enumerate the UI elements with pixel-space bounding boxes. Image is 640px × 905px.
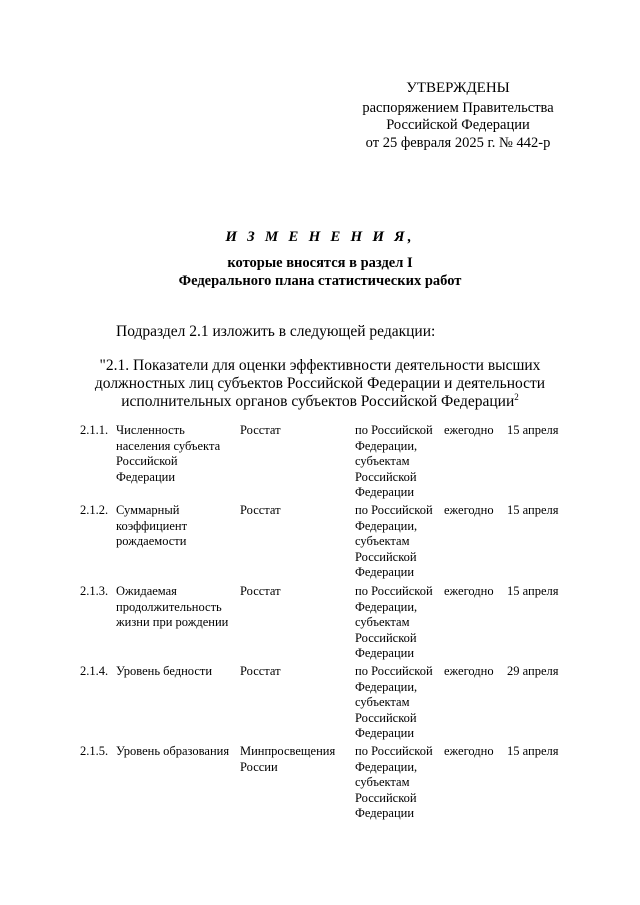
responsible-agency-line: Росстат [240,584,281,598]
frequency: ежегодно [444,584,494,598]
data-level-line: Федерации [355,726,415,740]
indicator-name-line: населения субъекта [116,438,221,453]
data-level-line: Федерации, [355,518,418,533]
data-level-line: Федерации [355,565,415,579]
responsible-agency-line: России [240,759,278,774]
section-title-line-2: должностных лиц субъектов Российской Федерации и деятельности [94,375,546,392]
indicator-name-line: продолжительность [116,599,222,614]
data-level [355,664,439,742]
section-title-line-3 [90,393,550,411]
row-number: 2.1.3. [80,584,109,598]
data-level-line: по Российской [355,664,433,678]
data-level-line: Федерации, [355,759,418,774]
row-number: 2.1.4. [80,664,109,678]
indicator-name-line: Ожидаемая [116,584,177,598]
data-level-line: Федерации, [355,599,418,614]
data-level-line: Федерации [355,806,415,820]
intro-paragraph: Подраздел 2.1 изложить в следующей редакции: [116,323,436,340]
indicator-name-line: Численность [116,423,185,437]
data-level [355,423,439,501]
frequency: ежегодно [444,503,494,517]
frequency: ежегодно [444,744,494,758]
row-number: 2.1.1. [80,423,109,437]
data-level-line: Российской [355,630,417,645]
frequency: ежегодно [444,423,494,437]
indicator-name-line: коэффициент [116,518,188,533]
deadline: 15 апреля [507,503,559,517]
data-level-line: по Российской [355,503,433,517]
data-level-line: Российской [355,469,417,484]
section-title [90,357,550,411]
deadline: 15 апреля [507,423,559,437]
deadline: 29 апреля [507,664,559,678]
data-level-line: по Российской [355,584,433,598]
data-level-line: Федерации, [355,438,418,453]
responsible-agency-line: Росстат [240,423,281,437]
data-level-line: Российской [355,710,417,725]
data-level [355,584,439,662]
indicator-name [116,744,238,760]
footnote-marker: 2 [514,392,519,402]
data-level-line: Федерации [355,485,415,499]
indicator-name-line: жизни при рождении [116,615,229,629]
data-level-line: по Российской [355,744,433,758]
data-level-line: субъектам [355,454,410,468]
indicator-name [116,584,238,631]
data-level-line: Российской [355,549,417,564]
approval-block [340,80,576,152]
data-level-line: Российской [355,790,417,805]
indicator-name-line: Российской [116,454,178,468]
frequency: ежегодно [444,664,494,678]
approval-line-2: Российской Федерации [386,117,530,133]
indicator-name [116,664,238,680]
data-level-line: субъектам [355,615,410,629]
data-level-line: субъектам [355,775,410,789]
responsible-agency [240,744,352,775]
indicator-name [116,503,238,550]
indicator-name-line: Уровень образования [116,744,230,758]
responsible-agency-line: Минпросвещения [240,744,336,758]
row-number: 2.1.5. [80,744,109,758]
data-level [355,503,439,581]
indicator-name-line: Федерации [116,469,176,484]
data-level [355,744,439,822]
responsible-agency [240,503,352,519]
responsible-agency-line: Росстат [240,503,281,517]
approval-line-3: от 25 февраля 2025 г. № 442-р [365,134,551,151]
data-level-line: по Российской [355,423,433,437]
indicator-name-line: рождаемости [116,534,187,548]
responsible-agency [240,423,352,439]
document-heading [0,226,640,290]
section-title-line-3-text: исполнительных органов субъектов Российской Федерации [121,393,515,410]
indicator-name [116,423,238,485]
data-level-line: субъектам [355,534,410,548]
responsible-agency [240,664,352,680]
approval-title: УТВЕРЖДЕНЫ [406,80,510,96]
responsible-agency-line: Росстат [240,664,281,678]
approval-line-1: распоряжением Правительства [362,99,554,116]
data-level-line: Федерации [355,646,415,660]
deadline: 15 апреля [507,584,559,598]
deadline: 15 апреля [507,744,559,758]
data-level-line: субъектам [355,695,410,709]
heading-title: И З М Е Н Е Н И Я, [225,229,415,245]
indicator-name-line: Уровень бедности [116,664,213,678]
data-level-line: Федерации, [355,679,418,694]
section-title-line-1: "2.1. Показатели для оценки эффективности деятельности высших [99,357,541,374]
heading-subtitle-2: Федерального плана статистических работ [178,273,462,289]
row-number: 2.1.2. [80,503,109,517]
indicator-name-line: Суммарный [116,503,180,517]
responsible-agency [240,584,352,600]
heading-subtitle-1: которые вносятся в раздел I [227,255,413,271]
